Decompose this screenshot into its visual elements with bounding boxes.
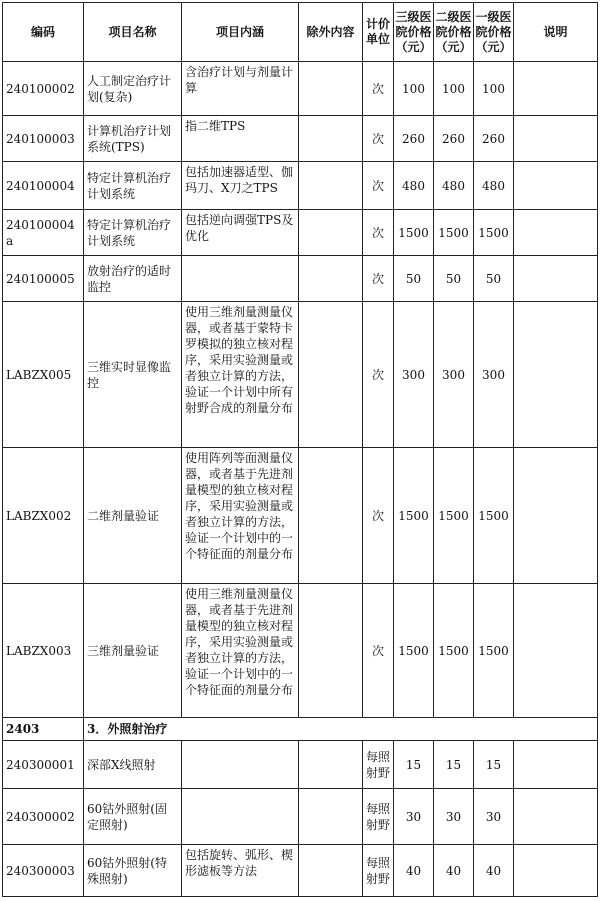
cell-name: 二维剂量验证 xyxy=(84,448,182,584)
header-note: 说明 xyxy=(514,3,598,62)
cell-unit: 每照射野 xyxy=(363,741,394,789)
cell-code: 240300001 xyxy=(3,741,84,789)
cell-code: LABZX003 xyxy=(3,584,84,718)
cell-code: 240100002 xyxy=(3,62,84,116)
cell-content: 使用三维剂量测量仪器，或者基于蒙特卡罗模拟的独立核对程序，采用实验测量或者独立计算的方法，验证一个计划中所有射野合成的剂量分布 xyxy=(182,302,299,448)
cell-price-level2: 260 xyxy=(434,116,474,162)
cell-price-level1: 50 xyxy=(474,256,514,302)
cell-note xyxy=(514,162,598,210)
cell-price-level1: 15 xyxy=(474,741,514,789)
cell-unit: 次 xyxy=(363,210,394,256)
cell-price-level2: 40 xyxy=(434,845,474,897)
cell-unit: 次 xyxy=(363,256,394,302)
cell-exclusions xyxy=(299,62,363,116)
cell-unit: 次 xyxy=(363,62,394,116)
cell-name: 计算机治疗计划系统(TPS) xyxy=(84,116,182,162)
cell-content: 含治疗计划与剂量计算 xyxy=(182,62,299,116)
cell-code: 240300003 xyxy=(3,845,84,897)
cell-price-level2: 480 xyxy=(434,162,474,210)
cell-content: 包括加速器适型、伽玛刀、X刀之TPS xyxy=(182,162,299,210)
table-row xyxy=(3,116,598,162)
cell-exclusions xyxy=(299,116,363,162)
cell-price-level1: 40 xyxy=(474,845,514,897)
cell-price-level1: 300 xyxy=(474,302,514,448)
header-content: 项目内涵 xyxy=(182,3,299,62)
cell-content: 使用三维剂量测量仪器，或者基于先进剂量模型的独立核对程序，采用实验测量或者独立计算的方法，验证一个计划中的一个特征面的剂量分布 xyxy=(182,584,299,718)
price-table xyxy=(2,2,598,897)
cell-exclusions xyxy=(299,256,363,302)
table-row xyxy=(3,789,598,845)
table-row xyxy=(3,584,598,718)
cell-price-level3: 40 xyxy=(394,845,434,897)
cell-name: 特定计算机治疗计划系统 xyxy=(84,162,182,210)
cell-price-level1: 30 xyxy=(474,789,514,845)
section-title: 3．外照射治疗 xyxy=(84,718,598,741)
cell-content xyxy=(182,256,299,302)
cell-price-level3: 480 xyxy=(394,162,434,210)
cell-price-level2: 1500 xyxy=(434,448,474,584)
cell-code: 240100005 xyxy=(3,256,84,302)
cell-exclusions xyxy=(299,789,363,845)
cell-unit: 次 xyxy=(363,584,394,718)
header-code: 编码 xyxy=(3,3,84,62)
table-row xyxy=(3,302,598,448)
cell-code: 240300002 xyxy=(3,789,84,845)
cell-name: 深部X线照射 xyxy=(84,741,182,789)
header-exclusions: 除外内容 xyxy=(299,3,363,62)
cell-price-level1: 1500 xyxy=(474,448,514,584)
header-price-level1: 一级医院价格（元） xyxy=(474,3,514,62)
cell-price-level2: 15 xyxy=(434,741,474,789)
cell-unit: 每照射野 xyxy=(363,789,394,845)
cell-price-level3: 15 xyxy=(394,741,434,789)
cell-exclusions xyxy=(299,302,363,448)
table-row xyxy=(3,162,598,210)
cell-note xyxy=(514,584,598,718)
header-unit: 计价单位 xyxy=(363,3,394,62)
header-row xyxy=(3,3,598,62)
cell-price-level3: 1500 xyxy=(394,584,434,718)
cell-exclusions xyxy=(299,210,363,256)
cell-unit: 次 xyxy=(363,448,394,584)
section-code: 2403 xyxy=(3,718,84,741)
cell-name: 60钴外照射(固定照射) xyxy=(84,789,182,845)
cell-name: 放射治疗的适时监控 xyxy=(84,256,182,302)
cell-name: 人工制定治疗计划(复杂) xyxy=(84,62,182,116)
cell-content: 包括旋转、弧形、楔形滤板等方法 xyxy=(182,845,299,897)
table-row xyxy=(3,62,598,116)
cell-code: 240100003 xyxy=(3,116,84,162)
cell-price-level2: 1500 xyxy=(434,210,474,256)
cell-note xyxy=(514,116,598,162)
cell-exclusions xyxy=(299,584,363,718)
cell-code: 240100004 xyxy=(3,162,84,210)
cell-price-level2: 50 xyxy=(434,256,474,302)
cell-name: 三维实时显像监控 xyxy=(84,302,182,448)
cell-price-level3: 50 xyxy=(394,256,434,302)
header-price-level2: 二级医院价格（元） xyxy=(434,3,474,62)
cell-price-level1: 100 xyxy=(474,62,514,116)
cell-price-level3: 30 xyxy=(394,789,434,845)
cell-code: LABZX002 xyxy=(3,448,84,584)
cell-note xyxy=(514,62,598,116)
cell-code: LABZX005 xyxy=(3,302,84,448)
cell-content xyxy=(182,789,299,845)
cell-price-level2: 1500 xyxy=(434,584,474,718)
cell-content: 包括逆向调强TPS及优化 xyxy=(182,210,299,256)
cell-unit: 次 xyxy=(363,162,394,210)
table-row xyxy=(3,256,598,302)
cell-note xyxy=(514,741,598,789)
cell-price-level3: 300 xyxy=(394,302,434,448)
cell-note xyxy=(514,302,598,448)
cell-price-level3: 100 xyxy=(394,62,434,116)
cell-exclusions xyxy=(299,162,363,210)
cell-unit: 每照射野 xyxy=(363,845,394,897)
cell-unit: 次 xyxy=(363,116,394,162)
cell-content: 指二维TPS xyxy=(182,116,299,162)
cell-price-level2: 30 xyxy=(434,789,474,845)
cell-price-level2: 300 xyxy=(434,302,474,448)
cell-exclusions xyxy=(299,448,363,584)
cell-unit: 次 xyxy=(363,302,394,448)
cell-price-level1: 480 xyxy=(474,162,514,210)
cell-price-level3: 1500 xyxy=(394,210,434,256)
cell-content xyxy=(182,741,299,789)
header-price-level3: 三级医院价格（元） xyxy=(394,3,434,62)
cell-name: 三维剂量验证 xyxy=(84,584,182,718)
table-row xyxy=(3,845,598,897)
cell-note xyxy=(514,448,598,584)
cell-note xyxy=(514,789,598,845)
cell-name: 60钴外照射(特殊照射) xyxy=(84,845,182,897)
cell-price-level1: 1500 xyxy=(474,210,514,256)
header-name: 项目名称 xyxy=(84,3,182,62)
table-row xyxy=(3,448,598,584)
cell-price-level3: 260 xyxy=(394,116,434,162)
cell-exclusions xyxy=(299,741,363,789)
cell-price-level3: 1500 xyxy=(394,448,434,584)
cell-price-level2: 100 xyxy=(434,62,474,116)
cell-price-level1: 260 xyxy=(474,116,514,162)
cell-note xyxy=(514,210,598,256)
cell-price-level1: 1500 xyxy=(474,584,514,718)
cell-name: 特定计算机治疗计划系统 xyxy=(84,210,182,256)
cell-note xyxy=(514,845,598,897)
table-row xyxy=(3,741,598,789)
cell-exclusions xyxy=(299,845,363,897)
section-row xyxy=(3,718,598,741)
cell-note xyxy=(514,256,598,302)
cell-code: 240100004a xyxy=(3,210,84,256)
cell-content: 使用阵列等面测量仪器，或者基于先进剂量模型的独立核对程序，采用实验测量或者独立计算的方法，验证一个计划中的一个特征面的剂量分布 xyxy=(182,448,299,584)
table-row xyxy=(3,210,598,256)
